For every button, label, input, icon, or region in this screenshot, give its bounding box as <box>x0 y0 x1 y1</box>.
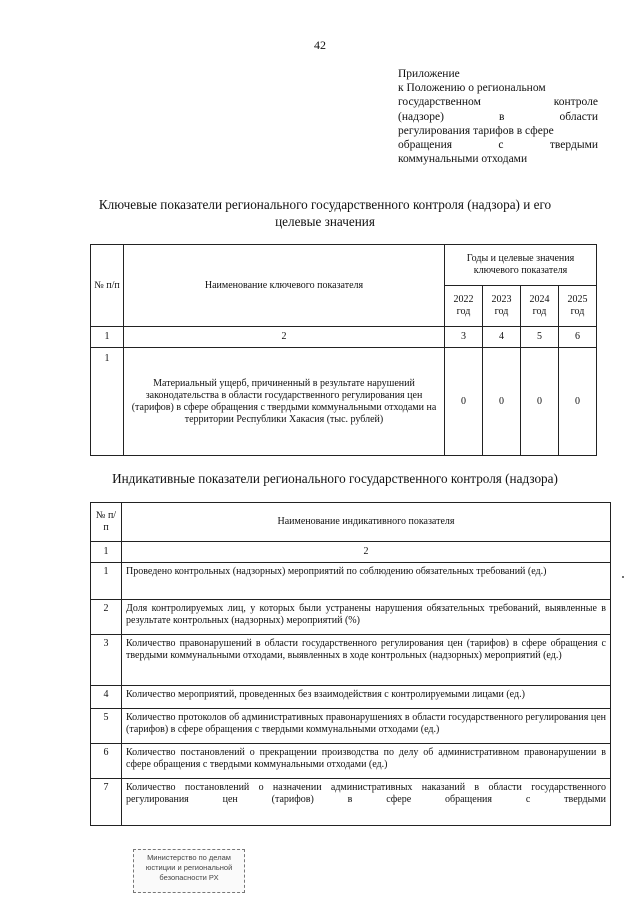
column-number: 2 <box>124 327 445 348</box>
header-row <box>91 503 611 542</box>
table-row <box>91 600 611 635</box>
column-number: 4 <box>483 327 521 348</box>
header-year: 2022 год <box>445 286 483 327</box>
column-number: 6 <box>559 327 597 348</box>
header-years-group: Годы и целевые значения ключевого показателя <box>445 245 597 286</box>
header-name: Наименование ключевого показателя <box>124 245 445 327</box>
appendix-line: регулирования тарифов в сфере <box>398 124 554 137</box>
appendix-line: к Положению о региональном <box>398 82 546 95</box>
row-number: 3 <box>91 635 122 686</box>
header-row <box>91 245 597 286</box>
column-number: 3 <box>445 327 483 348</box>
indicator-text: Количество постановлений о прекращении производства по делу об административном правонарушении в сфере обращения с твердыми коммунальными отходами (ед.) <box>122 744 611 779</box>
table-row <box>91 779 611 826</box>
column-number: 2 <box>122 542 611 563</box>
column-number-row <box>91 327 597 348</box>
target-value: 0 <box>445 348 483 456</box>
column-number: 1 <box>91 542 122 563</box>
row-number: 6 <box>91 744 122 779</box>
page-bottom <box>0 878 640 905</box>
registration-stamp <box>133 849 245 893</box>
table-row <box>91 348 597 456</box>
header-year: 2024 год <box>521 286 559 327</box>
row-number: 1 <box>91 563 122 600</box>
appendix-line: обращения с твердыми <box>398 139 598 152</box>
indicator-text: Проведено контрольных (надзорных) мероприятий по соблюдению обязательных требований (ед.) <box>122 563 611 600</box>
column-number: 1 <box>91 327 124 348</box>
indicator-name: Материальный ущерб, причиненный в результате нарушений законодательства в области государственного регулирования цен (тарифов) в сфере обращения с твердыми коммунальными отходами на территории Республики Хакасия (тыс. рублей) <box>124 348 445 456</box>
indicator-text: Количество мероприятий, проведенных без взаимодействия с контролируемыми лицами (ед.) <box>122 686 611 709</box>
header-no: № п/п <box>91 245 124 327</box>
column-number: 5 <box>521 327 559 348</box>
header-no: № п/п <box>91 503 122 542</box>
appendix-line: государственном контроле <box>398 96 598 109</box>
table-row <box>91 563 611 600</box>
row-number: 4 <box>91 686 122 709</box>
table-row <box>91 709 611 744</box>
appendix-line: коммунальными отходами <box>398 153 528 166</box>
header-year: 2023 год <box>483 286 521 327</box>
row-number: 7 <box>91 779 122 826</box>
table-row <box>91 744 611 779</box>
key-indicators-title: Ключевые показатели регионального государственного контроля (надзора) и его целевые значения <box>98 197 552 229</box>
row-number: 1 <box>91 348 124 456</box>
row-number: 2 <box>91 600 122 635</box>
target-value: 0 <box>559 348 597 456</box>
indicator-text: Количество правонарушений в области государственного регулирования цен (тарифов) в сфере обращения с твердыми коммунальными отходами, выявленных в ходе контрольных (надзорных) мероприятий (ед.) <box>122 635 611 686</box>
target-value: 0 <box>521 348 559 456</box>
table-row <box>91 635 611 686</box>
indicator-text: Количество постановлений о назначении административных наказаний в области государственного регулирования цен (тарифов) в сфере обращения с твердыми <box>122 779 611 826</box>
indicator-text: Доля контролируемых лиц, у которых были устранены нарушения обязательных требований, выявленные в результате контрольных (надзорных) мероприятий (%) <box>122 600 611 635</box>
key-indicators-table <box>90 244 597 456</box>
header-year: 2025 год <box>559 286 597 327</box>
appendix-line: Приложение <box>398 68 460 80</box>
appendix-line: (надзоре) в области <box>398 110 598 123</box>
table-row <box>91 686 611 709</box>
indicator-text: Количество протоколов об административных правонарушениях в области государственного регулирования цен (тарифов) в сфере обращения с твердыми коммунальными отходами (ед.) <box>122 709 611 744</box>
indicative-indicators-title: Индикативные показатели регионального государственного контроля (надзора) <box>112 471 558 486</box>
page-number: 42 <box>314 38 326 52</box>
appendix-block <box>398 67 598 166</box>
scan-artifact <box>622 576 624 578</box>
stamp-line: Министерство по делам <box>147 853 231 862</box>
stamp-line: безопасности РХ <box>159 873 219 882</box>
row-number: 5 <box>91 709 122 744</box>
indicative-indicators-table <box>90 502 611 826</box>
target-value: 0 <box>483 348 521 456</box>
stamp-line: юстиции и региональной <box>145 863 233 872</box>
column-number-row <box>91 542 611 563</box>
header-name: Наименование индикативного показателя <box>122 503 611 542</box>
